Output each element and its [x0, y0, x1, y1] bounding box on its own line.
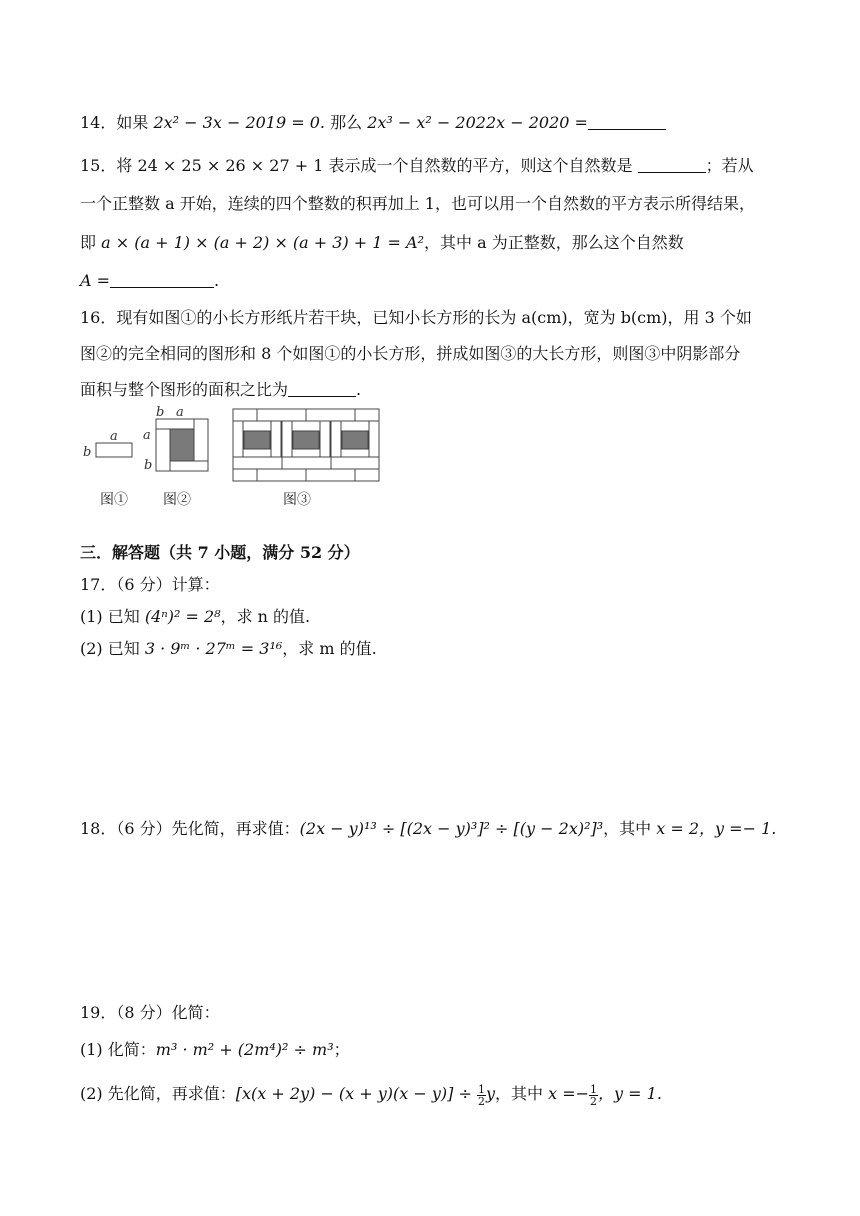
q15-identity: a × (a + 1) × (a + 2) × (a + 3) + 1 = A²: [101, 233, 425, 252]
q15-condition: ，其中 a 为正整数，那么这个自然数: [424, 233, 684, 252]
q19-p2-where: ，其中: [495, 1084, 549, 1103]
question-19-head: 19．（8 分）化简：: [80, 1003, 220, 1022]
q14-lead: 如果: [116, 113, 154, 132]
question-17-part-2: [80, 638, 800, 660]
q19-p1-expression: m³ · m² + (2m⁴)² ÷ m³: [155, 1040, 334, 1059]
q18-intro: 18．（6 分）先化简，再求值：: [80, 819, 300, 838]
q15-answer-blank-1[interactable]: [638, 156, 706, 173]
question-16-line-1: 16．现有如图①的小长方形纸片若干块，已知小长方形的长为 a(cm)，宽为 b(cm)，用 3 个如: [80, 308, 752, 327]
q17-p1-equation: (4ⁿ)² = 2⁸: [144, 607, 221, 626]
question-17-head: 17．（6 分）计算：: [80, 575, 220, 594]
fig2-label-a-left: a: [143, 428, 151, 443]
fig2-label-b-left: b: [144, 458, 153, 473]
q14-answer-blank[interactable]: [588, 113, 666, 130]
fig1-label-b: b: [83, 445, 92, 460]
question-16-line-2: 图②的完全相同的图形和 8 个如图①的小长方形，拼成如图③的大长方形，则图③中阴影部分: [80, 344, 741, 363]
question-15-line-2: 一个正整数 a 开始，连续的四个整数的积再加上 1，也可以用一个自然数的平方表示所得结果，: [80, 194, 755, 213]
q15-intro: 15．将: [80, 156, 138, 175]
q16-figures: [76, 405, 386, 510]
question-18: [80, 818, 800, 840]
q16-answer-blank[interactable]: [288, 380, 356, 397]
q14-expression: 2x³ − x² − 2022x − 2020 =: [367, 113, 588, 132]
question-17-part-1: [80, 606, 800, 628]
q19-p2-y-value: ，y = 1.: [598, 1084, 662, 1103]
q17-p2-ask: ，求 m 的值.: [282, 639, 377, 658]
question-15-line-4: A = .: [80, 271, 220, 290]
question-16-line-3: 面积与整个图形的面积之比为 .: [80, 380, 362, 399]
q15-text-tail: ；若从: [705, 156, 754, 175]
q19-p2-expression: [x(x + 2y) − (x + y)(x − y)] ÷: [235, 1084, 477, 1103]
q15-text: 表示成一个自然数的平方，则这个自然数是: [323, 156, 638, 175]
q18-where: ，其中: [603, 819, 657, 838]
question-15-line-1: [80, 155, 800, 177]
fig1-label-a: a: [110, 429, 118, 444]
fig1-caption: 图①: [100, 492, 128, 508]
q19-p1-label: (1) 化简：: [80, 1040, 156, 1059]
figure-2-square-frame: [143, 405, 208, 473]
q18-values: x = 2，y =− 1.: [656, 819, 777, 838]
fig2-label-b-top: b: [156, 405, 165, 420]
question-14: [80, 112, 800, 134]
fig3-caption: 图③: [283, 492, 311, 508]
q14-mid: 那么: [325, 113, 368, 132]
q18-expression: (2x − y)¹³ ÷ [(2x − y)³]² ÷ [(y − 2x)²]³: [299, 819, 604, 838]
q19-p1-end: ；: [333, 1040, 350, 1059]
fig2-caption: 图②: [163, 492, 191, 508]
question-19-part-2: [80, 1083, 800, 1107]
q19-p2-x-fraction: $\frac{1}{2}$: [590, 1083, 598, 1108]
q19-p2-label: (2) 先化简，再求值：: [80, 1084, 236, 1103]
q15-answer-blank-2[interactable]: [110, 271, 214, 288]
figure-3-large-rectangle: [233, 409, 379, 481]
q19-p2-y: y: [485, 1084, 496, 1103]
q14-equation: 2x² − 3x − 2019 = 0.: [153, 113, 326, 132]
figure-1-small-rectangle: [83, 429, 132, 460]
q17-p2-equation: 3 · 9ᵐ · 27ᵐ = 3¹⁶: [144, 639, 283, 658]
q17-p1-ask: ，求 n 的值.: [220, 607, 311, 626]
q14-number: 14．: [80, 113, 117, 132]
q17-p2-label: (2) 已知: [80, 639, 145, 658]
section-3-title: 三．解答题（共 7 小题，满分 52 分）: [80, 543, 360, 562]
question-19-part-1: [80, 1039, 800, 1061]
question-15-line-3: [80, 232, 800, 254]
q17-p1-label: (1) 已知: [80, 607, 145, 626]
q15-ji: 即: [80, 233, 102, 252]
q19-p2-x-value: x =−: [548, 1084, 590, 1103]
q16-text: 面积与整个图形的面积之比为: [80, 380, 289, 399]
q15-product: 24 × 25 × 26 × 27 + 1: [137, 156, 324, 175]
fig2-label-a-top: a: [176, 405, 184, 420]
q15-A-label: A =: [80, 271, 111, 290]
q19-p2-fraction: $\frac{1}{2}$: [477, 1083, 485, 1108]
